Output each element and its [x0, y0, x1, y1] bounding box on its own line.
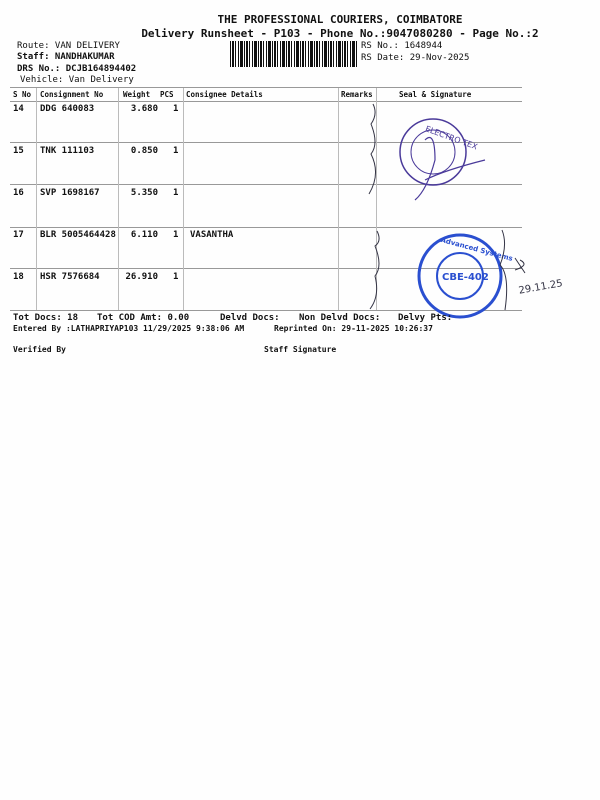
row-pcs: 1	[173, 104, 179, 114]
row-cn: SVP 1698167	[40, 188, 100, 198]
col-remarks: Remarks	[341, 90, 373, 99]
col-weight: Weight	[123, 90, 151, 99]
vehicle: Vehicle: Van Delivery	[20, 75, 134, 85]
row-cn: BLR 5005464428	[40, 230, 116, 240]
row-weight: 26.910	[125, 272, 158, 282]
row-pcs: 1	[173, 146, 179, 156]
col-consignee: Consignee Details	[186, 90, 263, 99]
tot-docs: Tot Docs: 18	[13, 313, 79, 323]
svg-text:Advanced Systems: Advanced Systems	[439, 235, 514, 263]
col-seal: Seal & Signature	[399, 90, 472, 99]
electro-tex-stamp	[400, 119, 485, 200]
staff-signature: Staff Signature	[264, 345, 337, 354]
row-weight: 5.350	[130, 188, 158, 198]
handwritten-date: 29.11.25	[517, 278, 564, 297]
col-pcs: PCS	[160, 90, 174, 99]
row-cn: DDG 640083	[40, 104, 95, 114]
staff: Staff: NANDHAKUMAR	[17, 52, 115, 62]
delvd-docs: Delvd Docs:	[220, 313, 280, 323]
svg-text:ELECTRO TEX: ELECTRO TEX	[424, 124, 479, 152]
row-consignee: VASANTHA	[190, 230, 234, 240]
company-title: THE PROFESSIONAL COURIERS, COIMBATORE	[217, 13, 463, 26]
row-pcs: 1	[173, 272, 179, 282]
col-consignment: Consignment No	[40, 90, 104, 99]
entered-by: Entered By :LATHAPRIYAP103 11/29/2025 9:38:06 AM	[13, 324, 245, 333]
row-sno: 18	[13, 272, 24, 282]
reprinted-on: Reprinted On: 29-11-2025 10:26:37	[274, 324, 433, 333]
row-cn: HSR 7576684	[40, 272, 100, 282]
runsheet-subtitle: Delivery Runsheet - P103 - Phone No.:9047080280 - Page No.:2	[141, 27, 539, 40]
col-sno: S No	[13, 90, 32, 99]
tot-cod: Tot COD Amt: 0.00	[97, 313, 190, 323]
row-weight: 0.850	[130, 146, 158, 156]
svg-text:CBE-402: CBE-402	[442, 272, 489, 283]
row-sno: 17	[13, 230, 24, 240]
verified-by: Verified By	[13, 345, 66, 354]
rs-no: RS No.: 1648944	[361, 41, 443, 51]
advanced-systems-stamp	[419, 235, 514, 317]
row-sno: 15	[13, 146, 24, 156]
non-delvd-docs: Non Delvd Docs:	[299, 313, 381, 323]
delvy-pts: Delvy Pts:	[398, 313, 453, 323]
row-cn: TNK 111103	[40, 146, 95, 156]
row-sno: 14	[13, 104, 24, 114]
route: Route: VAN DELIVERY	[17, 41, 120, 51]
stamps-and-signatures	[0, 0, 600, 330]
drs-no: DRS No.: DCJB164894402	[17, 64, 137, 74]
row-sno: 16	[13, 188, 24, 198]
rs-date: RS Date: 29-Nov-2025	[361, 53, 470, 63]
row-weight: 6.110	[130, 230, 158, 240]
row-weight: 3.680	[130, 104, 158, 114]
row-pcs: 1	[173, 188, 179, 198]
row-pcs: 1	[173, 230, 179, 240]
